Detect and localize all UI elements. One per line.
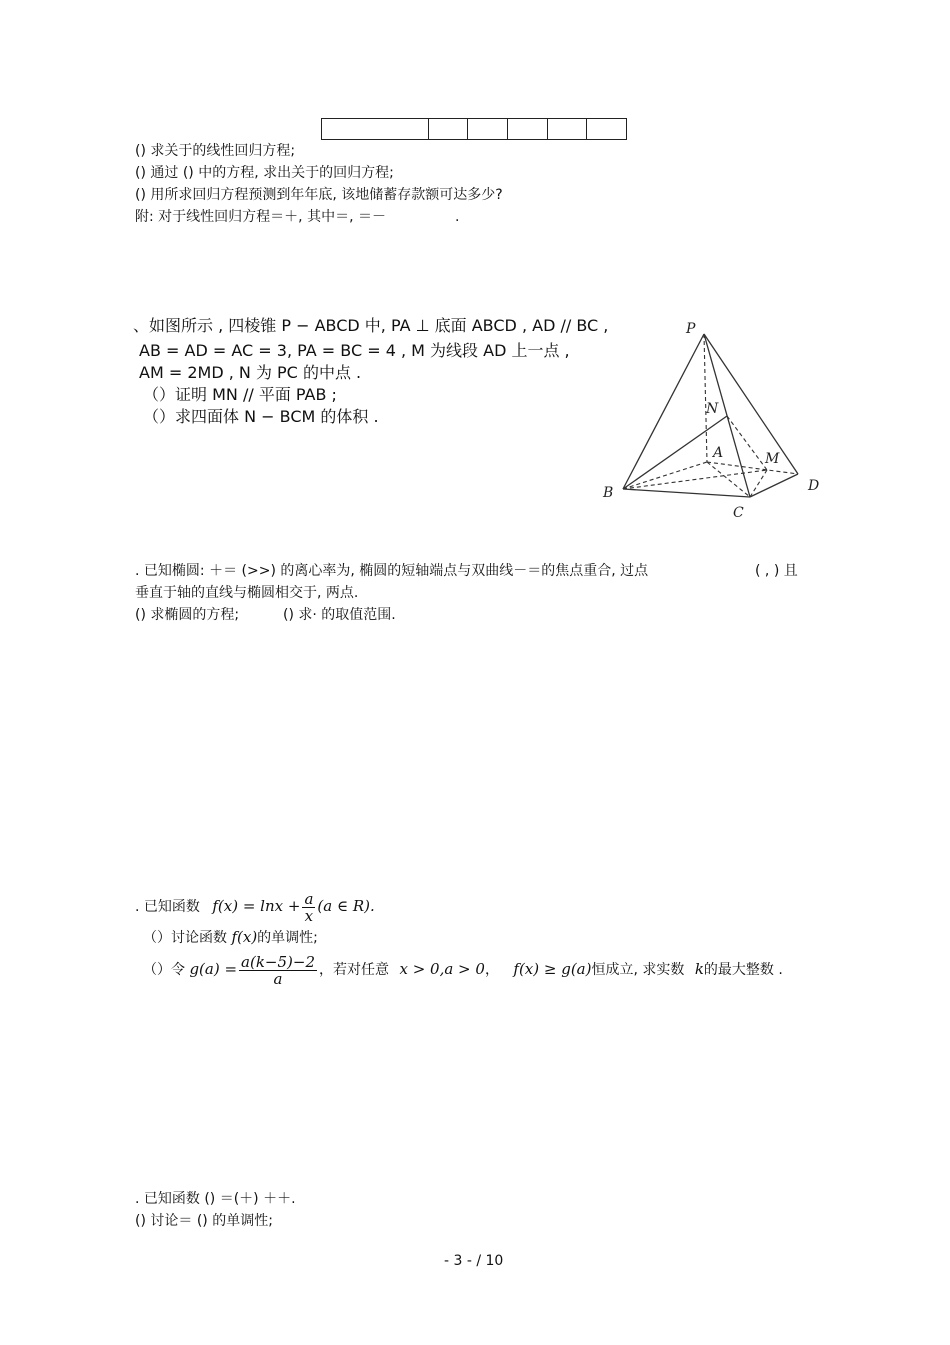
ellipse-statement-2: 垂直于轴的直线与椭圆相交于, 两点. [135,585,359,601]
pyramid-statement-1: 、如图所示 , 四棱锥 P − ABCD 中, PA ⊥ 底面 ABCD , AD // BC , [133,316,609,335]
ellipse-part-1: () 求椭圆的方程; [135,607,240,623]
table-cell [587,119,627,140]
pyramid-figure [595,318,830,523]
ellipse-statement-1: . 已知椭圆: ＋＝ (>>) 的离心率为, 椭圆的短轴端点与双曲线－＝的焦点重合, 过点 [135,563,649,579]
function2-part-1: () 讨论＝ () 的单调性; [135,1213,273,1229]
function1-part-2-sep: ， [484,962,499,978]
label-C: C [733,505,744,521]
function2-statement: . 已知函数 () ＝(＋) ＋＋. [135,1191,296,1207]
function1-part-1 [143,928,318,947]
table-cell [468,119,508,140]
ellipse-part-2: () 求· 的取值范围. [283,607,396,623]
function1-part-2-g: g(a) = [189,960,238,978]
label-P: P [686,321,696,337]
function1-part-1-pre: （）讨论函数 [143,930,227,946]
function1-fraction [302,891,315,924]
label-A: A [713,445,724,461]
function1-part-2-fraction-den: a [273,969,283,988]
function1-part-1-f: f(x) [231,928,258,946]
regression-appendix-end: . [455,209,460,225]
function1-part-2-post1: 恒成立, 求实数 [591,962,685,978]
table-cell [508,119,548,140]
function1-statement [135,888,375,925]
function1-part-2 [143,950,783,989]
function1-fraction-den: x [304,906,314,925]
function1-part-2-mid: ，若对任意 [319,962,390,978]
pyramid-statement-2: AB = AD = AC = 3, PA = BC = 4 , M 为线段 AD 上一点 , [139,341,570,360]
regression-appendix: 附: 对于线性回归方程＝＋, 其中＝, ＝－ [135,209,386,225]
regression-part-2: () 通过 () 中的方程, 求出关于的回归方程; [135,165,394,181]
label-D: D [808,478,820,494]
function1-part-2-post2: 的最大整数 . [703,962,783,978]
data-table [321,118,627,140]
table-cell [548,119,587,140]
page-number: - 3 - / 10 [444,1253,504,1269]
label-B: B [603,485,614,501]
function1-part-2-k: k [694,960,704,978]
pyramid-part-1: （）证明 MN // 平面 PAB ; [143,385,337,404]
pyramid-part-2: （）求四面体 N − BCM 的体积 . [143,407,379,426]
regression-part-1: () 求关于的线性回归方程; [135,143,296,159]
table-cell [322,119,429,140]
function1-intro: . 已知函数 [135,899,200,915]
function1-f-right: (a ∈ R). [317,897,375,915]
label-M: M [765,451,780,467]
function1-part-2-ineq: f(x) ≥ g(a) [513,960,592,978]
label-N: N [706,401,719,417]
function1-part-2-fraction [239,954,317,987]
function1-fraction-num: a [304,889,314,908]
function1-part-1-post: 的单调性; [257,930,318,946]
regression-part-3: () 用所求回归方程预测到年年底, 该地储蓄存款额可达多少? [135,187,503,203]
ellipse-statement-1-end: ( , ) 且 [755,563,798,579]
function1-part-2-cond: x > 0,a > 0 [399,960,485,978]
function1-part-2-fraction-num: a(k−5)−2 [241,952,316,971]
function1-part-2-pre: （）令 [143,962,185,978]
pyramid-statement-3: AM = 2MD , N 为 PC 的中点 . [139,363,362,382]
table-row [322,119,627,140]
table-cell [429,119,468,140]
function1-f-left: f(x) = lnx + [212,897,301,915]
